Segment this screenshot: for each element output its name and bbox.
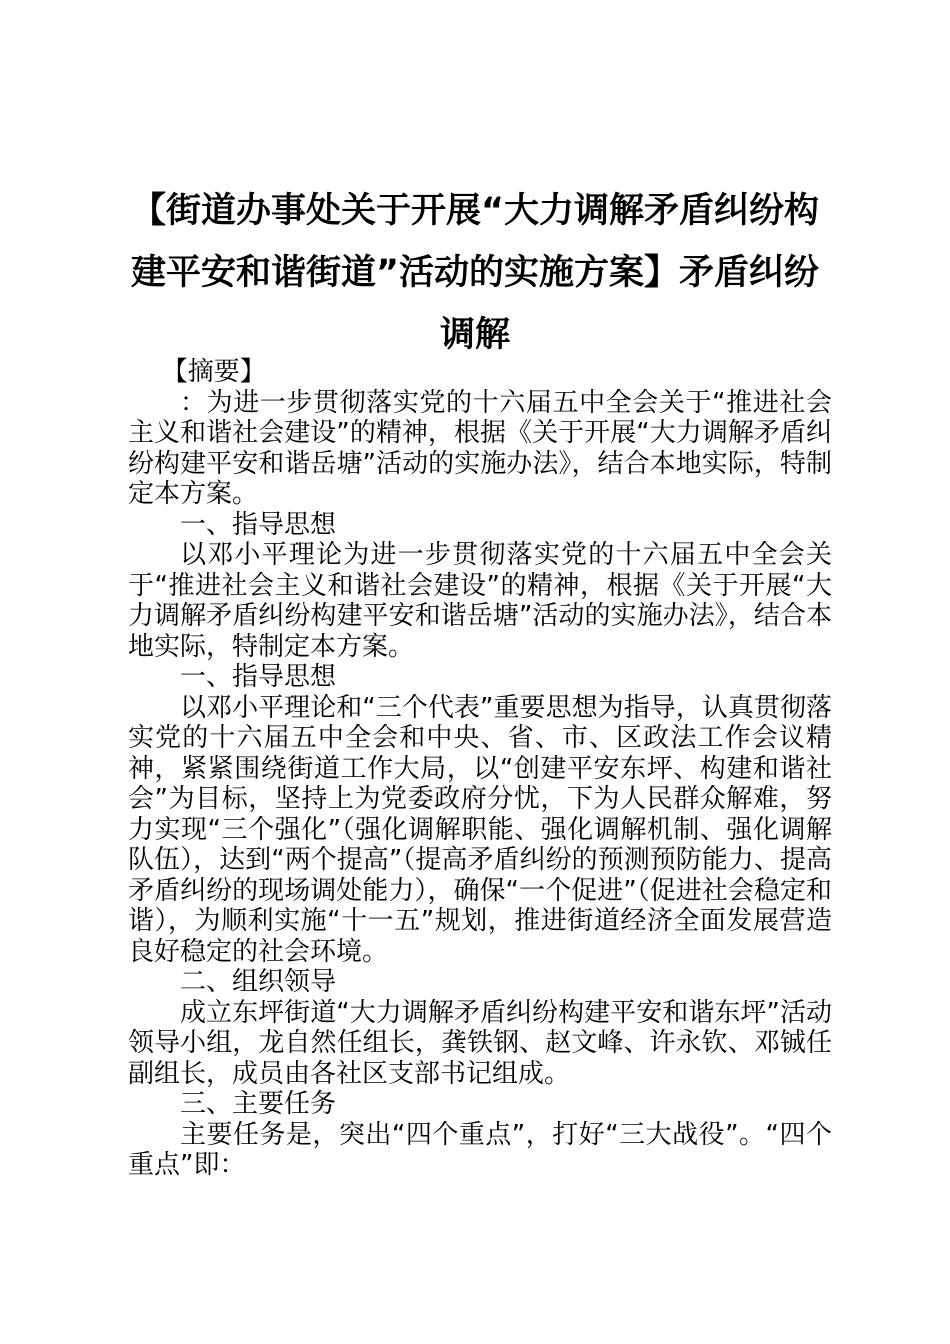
paragraph: 以邓小平理论和“三个代表”重要思想为指导，认真贯彻落实党的十六届五中全会和中央、省、市、区政法工作会议精神，紧紧围绕街道工作大局，以“创建平安东坪、构建和谐社会”为目标，坚持上为党委政府分忧，下为人民群众解难，努力实现“三个强化”（强化调解职能、强化调解机制、强化调解队伍），达到“两个提高”（提高矛盾纠纷的预测预防能力、提高矛盾纠纷的现场调处能力），确保“一个促进”（促进社会稳定和谐），为顺利实施“十一五”规划，推进街道经济全面发展营造良好稳定的社会环境。 [128, 692, 832, 967]
section-heading: 一、指导思想 [180, 662, 337, 692]
abstract-label: 【摘要】 [161, 357, 266, 387]
paragraph: 主要任务是，突出“四个重点”，打好“三大战役”。“四个重点”即： [128, 1119, 832, 1180]
paragraph: 以邓小平理论为进一步贯彻落实党的十六届五中全会关于“推进社会主义和谐社会建设”的精神，根据《关于开展“大力调解矛盾纠纷构建平安和谐岳塘”活动的实施办法》，结合本地实际，特制定本方案。 [128, 540, 832, 662]
section-heading: 二、组织领导 [180, 967, 337, 997]
section-heading: 三、主要任务 [180, 1089, 337, 1119]
document-body [128, 357, 832, 1181]
paragraph: ：为进一步贯彻落实党的十六届五中全会关于“推进社会主义和谐社会建设”的精神，根据《关于开展“大力调解矛盾纠纷构建平安和谐岳塘”活动的实施办法》，结合本地实际，特制定本方案。 [128, 387, 832, 509]
paragraph: 成立东坪街道“大力调解矛盾纠纷构建平安和谐东坪”活动领导小组，龙自然任组长，龚铁钢、赵文峰、许永钦、邓铖任副组长，成员由各社区支部书记组成。 [128, 997, 832, 1089]
document-title: 【街道办事处关于开展“大力调解矛盾纠纷构建平安和谐街道”活动的实施方案】矛盾纠纷调解 [130, 191, 819, 355]
section-heading: 一、指导思想 [180, 509, 337, 540]
